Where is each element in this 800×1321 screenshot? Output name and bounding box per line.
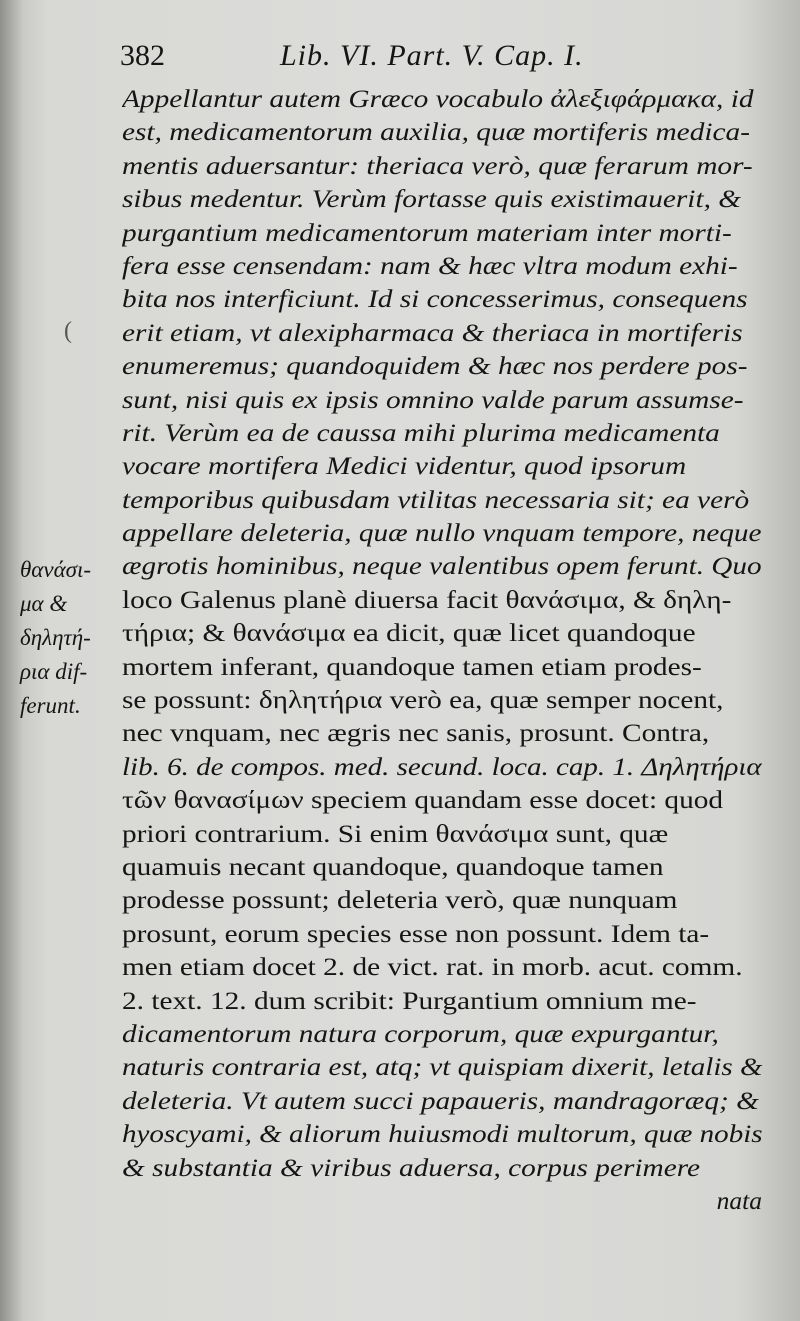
- text-line: fera esse censendam: nam & hæc vltra modum exhi-: [122, 250, 738, 280]
- text-line: sunt, nisi quis ex ipsis omnino valde parum assumse-: [122, 384, 744, 414]
- margin-note: [20, 553, 120, 723]
- text-line: prodesse possunt; deleteria verò, quæ nunquam: [122, 885, 678, 915]
- text-line: sibus medentur. Verùm fortasse quis existimauerit, &: [122, 184, 742, 214]
- body-text: [122, 82, 762, 1217]
- page-header: [120, 36, 760, 76]
- text-line: prosunt, eorum species esse non possunt. Idem ta-: [122, 918, 710, 948]
- text-line: ægrotis hominibus, neque valentibus opem ferunt. Quo: [122, 551, 762, 581]
- text-line: priori contrarium. Si enim θανάσιμα sunt, quæ: [122, 818, 669, 848]
- text-line: bita nos interficiunt. Id si concesserimus, consequens: [122, 284, 748, 314]
- margin-note-line: μα &: [20, 591, 68, 616]
- text-line: vocare mortifera Medici videntur, quod ipsorum: [122, 451, 687, 481]
- page-number: 382: [120, 39, 165, 72]
- text-line: temporibus quibusdam vtilitas necessaria sit; ea verò: [122, 484, 750, 514]
- margin-note-line: ferunt.: [20, 693, 81, 718]
- text-line: loco Galenus planè diuersa facit θανάσιμα, & δηλη-: [122, 584, 732, 614]
- text-line: deleteria. Vt autem succi papaueris, mandragoræq; &: [122, 1085, 759, 1115]
- text-line: 2. text. 12. dum scribit: Purgantium omnium me-: [122, 985, 697, 1015]
- margin-note-line: ρια dif-: [20, 659, 88, 684]
- catchword: nata: [716, 1185, 762, 1215]
- text-line: lib. 6. de compos. med. secund. loca. cap. 1. Δηλητήρια: [122, 751, 762, 781]
- text-line: nec vnquam, nec ægris nec sanis, prosunt. Contra,: [122, 718, 710, 748]
- text-line: mortem inferant, quandoque tamen etiam prodes-: [122, 651, 702, 681]
- text-line: τῶν θανασίμων speciem quandam esse docet: quod: [122, 785, 724, 815]
- text-line: naturis contraria est, atq; vt quispiam dixerit, letalis &: [122, 1052, 763, 1082]
- text-line: dicamentorum natura corporum, quæ expurgantur,: [122, 1018, 719, 1048]
- text-line: purgantium medicamentorum materiam inter morti-: [122, 217, 732, 247]
- text-line: τήρια; & θανάσιμα ea dicit, quæ licet quandoque: [122, 618, 696, 648]
- text-line: appellare deleteria, quæ nullo vnquam tempore, neque: [122, 518, 762, 548]
- text-line: men etiam docet 2. de vict. rat. in morb. acut. comm.: [122, 952, 743, 982]
- text-line: enumeremus; quandoquidem & hæc nos perdere pos-: [122, 351, 748, 381]
- running-title: Lib. VI. Part. V. Cap. I.: [280, 39, 584, 72]
- margin-mark: (: [64, 318, 72, 344]
- text-line: se possunt: δηλητήρια verò ea, quæ semper nocent,: [122, 685, 724, 715]
- text-line: hyoscyami, & aliorum huiusmodi multorum, quæ nobis: [122, 1119, 763, 1149]
- text-line: mentis aduersantur: theriaca verò, quæ ferarum mor-: [122, 150, 753, 180]
- text-line: rit. Verùm ea de caussa mihi plurima medicamenta: [122, 417, 720, 447]
- margin-note-line: δηλητή-: [20, 625, 91, 650]
- text-line: est, medicamentorum auxilia, quæ mortiferis medica-: [122, 117, 750, 147]
- text-line: Appellantur autem Græco vocabulo ἀλεξιφάρμακα, id: [122, 84, 754, 113]
- text-line: & substantia & viribus aduersa, corpus perimere: [122, 1152, 701, 1182]
- margin-note-line: θανάσι-: [20, 557, 92, 582]
- page-gutter-shadow: [0, 0, 22, 1321]
- text-line: quamuis necant quandoque, quandoque tamen: [122, 851, 664, 881]
- text-line: erit etiam, vt alexipharmaca & theriaca in mortiferis: [122, 317, 743, 347]
